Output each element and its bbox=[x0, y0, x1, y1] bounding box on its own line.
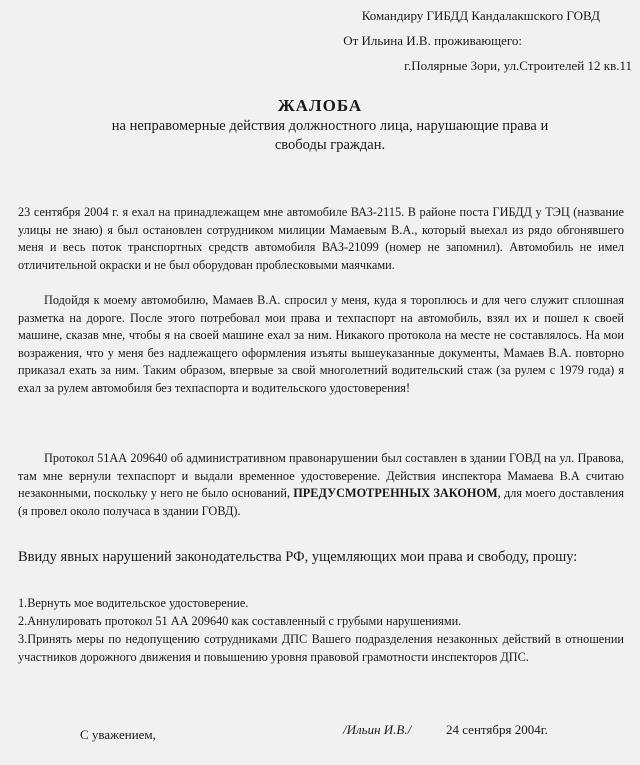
body-paragraph-3 bbox=[18, 450, 624, 520]
paragraph-3-text-end: , для моего доставления (я провел около получаса в здании ГОВД). bbox=[18, 486, 625, 518]
document-subtitle-line2: свободы граждан. bbox=[274, 137, 386, 153]
signature-regards: С уважением, bbox=[80, 727, 156, 742]
request-paragraph: Ввиду явных нарушений законодательства РФ, ущемляющих мои права и свободу, прошу: bbox=[18, 549, 578, 565]
document-title: ЖАЛОБА bbox=[277, 96, 363, 115]
paragraph-3-text-start: Протокол 51АА 209640 об административном правонарушении был составлен в здании ГОВД на ул. Правова, там мне вернули техпаспорт и выдали временное удостоверение. Действия инспектора Мамаева В.А считаю незаконными, поскольку у него не было оснований, bbox=[18, 451, 624, 500]
header-sender: От Ильина И.В. проживающего: bbox=[343, 33, 522, 48]
request-item-3: 3.Принять меры по недопущению сотрудниками ДПС Вашего подразделения незаконных действий в отношении участников дорожного движения и повышению уровня правовой грамотности инспекторов ДПС. bbox=[18, 632, 624, 664]
header-recipient: Командиру ГИБДД Кандалакшского ГОВД bbox=[361, 8, 600, 23]
document-subtitle-line1: на неправомерные действия должностного лица, нарушающие права и bbox=[111, 118, 549, 134]
body-paragraph-2: Подойдя к моему автомобилю, Мамаев В.А. спросил у меня, куда я тороплюсь и для чего служит сплошная разметка на дороге. После этого потребовал мои права и техпаспорт на автомобиль, взял их и пошел к своей машине, сказав мне, чтобы я на своей машине ехал за ним. Никакого протокола на месте не составлялось. На мои возражения, что у меня без надлежащего оформления изъяты вышеуказанные документы, Мамаев В.А. повторно приказал ехать за ним. Таким образом, впервые за свой многолетний водительский стаж (за рулем с 1979 года) я ехал за рулем автомобиля без техпаспорта и водительского удостоверения! bbox=[18, 293, 624, 395]
request-item-1: 1.Вернуть мое водительское удостоверение. bbox=[18, 596, 249, 610]
body-paragraph-1: 23 сентября 2004 г. я ехал на принадлежащем мне автомобиле ВАЗ-2115. В районе поста ГИБДД у ТЭЦ (название улицы не знаю) я был остановлен сотрудником милиции Мамаевым В.А., который выехал из рядо обгонявшего меня и весь поток транспортных средств автомобиля ВАЗ-21099 (номер не запомнил). Автомобиль не имел отличительной окраски и не был оборудован проблесковыми маячками. bbox=[18, 205, 624, 272]
signature-date: 24 сентября 2004г. bbox=[446, 722, 548, 737]
request-item-2: 2.Аннулировать протокол 51 АА 209640 как составленный с грубыми нарушениями. bbox=[18, 614, 462, 628]
signature-name: /Ильин И.В./ bbox=[343, 722, 412, 737]
paragraph-3-emphasis: ПРЕДУСМОТРЕННЫХ ЗАКОНОМ bbox=[293, 486, 498, 500]
header-address: г.Полярные Зори, ул.Строителей 12 кв.11 bbox=[404, 58, 632, 73]
